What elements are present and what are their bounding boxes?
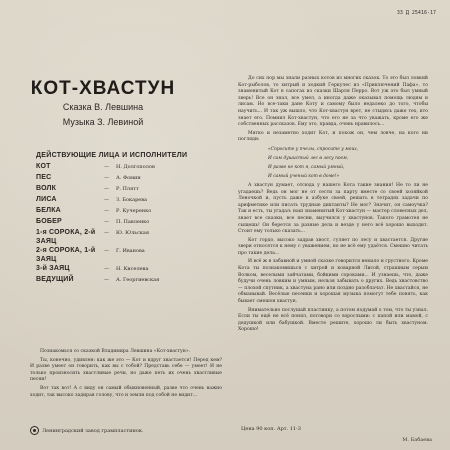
cast-role: 1-я СОРОКА, 2-й ЗАЯЦ [36,229,96,245]
cast-actor: А. Георгиевская [116,277,160,283]
cast-row [36,195,206,206]
verse-line: «Спросите у пчелы, спросите у моих, [268,146,359,152]
paragraph: И всё ж в забавной и умной сказке говорится немало и грустного. Кроме Кота ты познакомишься с хитрой и коварной Лисой, страшным серым Волком, веселыми зайчатами, бойкими сороками... И узнаешь, что, даже будучи очень ловким и умным, нельзя забывать о других. Ведь хвастовство — плохой спутник, а хвастуна рано или поздно разоблачат. Не хвастайся, не обманывай. Весёлые песенки и хорошая музыка помогут тебе понять, как бывает смешон хвастун. [238,259,428,305]
music-credit: Музыка З. Левиной [62,117,144,127]
paragraph: Ты, конечно, удивлен: как же это — Кот и вдруг хвастается! Перед кем? И разве умеет он говорить, как вы с тобой? Представь себе — умеет! И не только произносить хвастливые речи, но даже петь их очень хвастливые песни! [30,357,222,383]
cast-row [36,246,206,264]
cast-actor: Ю. Юльская [116,230,150,236]
album-title: КОТ-ХВАСТУН [30,78,176,99]
cast-actor: Р. Плятт [116,186,139,192]
cast-role: 3-й ЗАЯЦ [36,265,70,272]
catalog-number: 33 Д 25416-17 [396,10,436,16]
paragraph: Познакомься со сказкой Владимира Левшина «Кот-хвастун». [40,349,191,354]
cast-role: БОБЕР [36,218,62,225]
cast-row [36,275,206,286]
price-line: Цена 90 коп. Арт. 11-3 [241,426,301,432]
cast-heading: ДЕЙСТВУЮЩИЕ ЛИЦА И ИСПОЛНИТЕЛИ [36,152,188,159]
dash: — [104,277,109,283]
cast-row [36,162,206,173]
cast-list [36,162,206,286]
cast-row [36,264,206,275]
dash: — [104,197,109,203]
cast-actor: П. Павленко [116,219,150,225]
cast-role: КОТ [36,163,51,170]
cast-actor: А. Фомин [116,175,141,181]
liner-notes [238,76,428,336]
dash: — [104,208,109,214]
cast-role: ВЕДУЩИЙ [36,276,74,283]
dash: — [104,248,109,254]
cast-actor: Г. Иванова [116,248,145,254]
dash: — [104,219,109,225]
cast-role: ЛИСА [36,196,57,203]
dash: — [104,266,109,272]
cast-row [36,206,206,217]
cast-actor: Н. Киселева [116,266,149,272]
manufacturer-name: Ленинградский завод грампластинок. [42,427,144,434]
paragraph: Вот так вот! А с виду он самый обыкновенный, разве что очень важно ходит, так высоко задирая голову, что и земли под собой не видит... [30,385,222,398]
author-credit: Сказка В. Левшина [62,102,144,112]
cast-row [36,173,206,184]
manufacturer-line [30,426,144,435]
verse-line: И самый ученый кот в доме!» [268,173,340,179]
cast-row [36,228,206,246]
label-logo-icon [30,426,39,435]
intro-text [30,349,222,401]
cast-role: БЕЛКА [36,207,61,214]
cast-role: 2-я СОРОКА, 1-й ЗАЯЦ [36,247,96,263]
paragraph: Мягко и незаметно ходит Кот, и похож он, чем ловче, на кого ни погляди: [238,130,428,143]
verse-line: И сам душистый лес в лесу поем, [268,155,349,161]
cast-actor: Р. Кучеренко [116,208,152,214]
cast-row [36,184,206,195]
dash: — [104,186,109,192]
paragraph: Внимательно послушай пластинку, а потом подумай о том, что ты узнал. Если ты ещё не всё понял, поговори со взрослыми: с папой или мамой, с дедушкой или бабушкой. Вместе решите, хорошо ли быть хвастуном. Хорошо! [238,307,428,333]
verse-line: И разве не кот я, самый умный, [268,164,345,170]
dash: — [104,175,109,181]
cast-role: ВОЛК [36,185,57,192]
cast-actor: З. Бокарева [116,197,148,203]
dash: — [104,164,109,170]
notes-author: М. Бабаева [402,437,432,443]
cast-row [36,217,206,228]
paragraph: До сих пор мы знали разных котов из многих сказок. То это был ловкий Кот-рыболов, то хитрый и ходкий Геркулес из «Приключений Пафа», то знаменитый Кот в сапогах из сказки Шарля Перро. Вот уж это был умный зверь! Все он знал, все умел, а иногда даже оказывал помощь людям и лисам. Но все-таки дане Коту и самому было недалеко до того, чтобы научить... И так уж вышло, что Кот-хвастун врет, не стыдясь даже тех, кто знает его. Помнил Кот-хвастун, что его не за что уважать, кроме его же собственных рассказов. Ему это, правда, очень нравилось... [238,76,428,128]
dash: — [104,230,109,236]
paragraph: Кот гордо, высоко задрав хвост, гуляет по лесу и хвастается. Другие звери относятся к нему с уважением, но не всё ему удаётся. Смешно читать про такие дела... [238,237,428,256]
cast-actor: Н. Долгополов [116,164,155,170]
cast-role: ПЕС [36,174,52,181]
paragraph: А хвастун думает, отсюда у нашего Кота такие знания! Не то ли не угадаешь? Ведь он мог не от сести за парту вместе со своей хозяйкой Леночкой и, пусть даже в азбуке своей, решать в тетрадях задачи по арифметике или писать трудные диктанты? Не мог? Значит, он самоучка? Так и есть, ты угадал: наш знаменитый Кот-хвастун — мастер словесных дел, знает все сказки, все песни, выучился у хвастунов. Такого грамотея не сыщешь! Он берется за разные дела и везде у него всё хорошо выходит. Стоит ему только сказать... [238,182,428,235]
